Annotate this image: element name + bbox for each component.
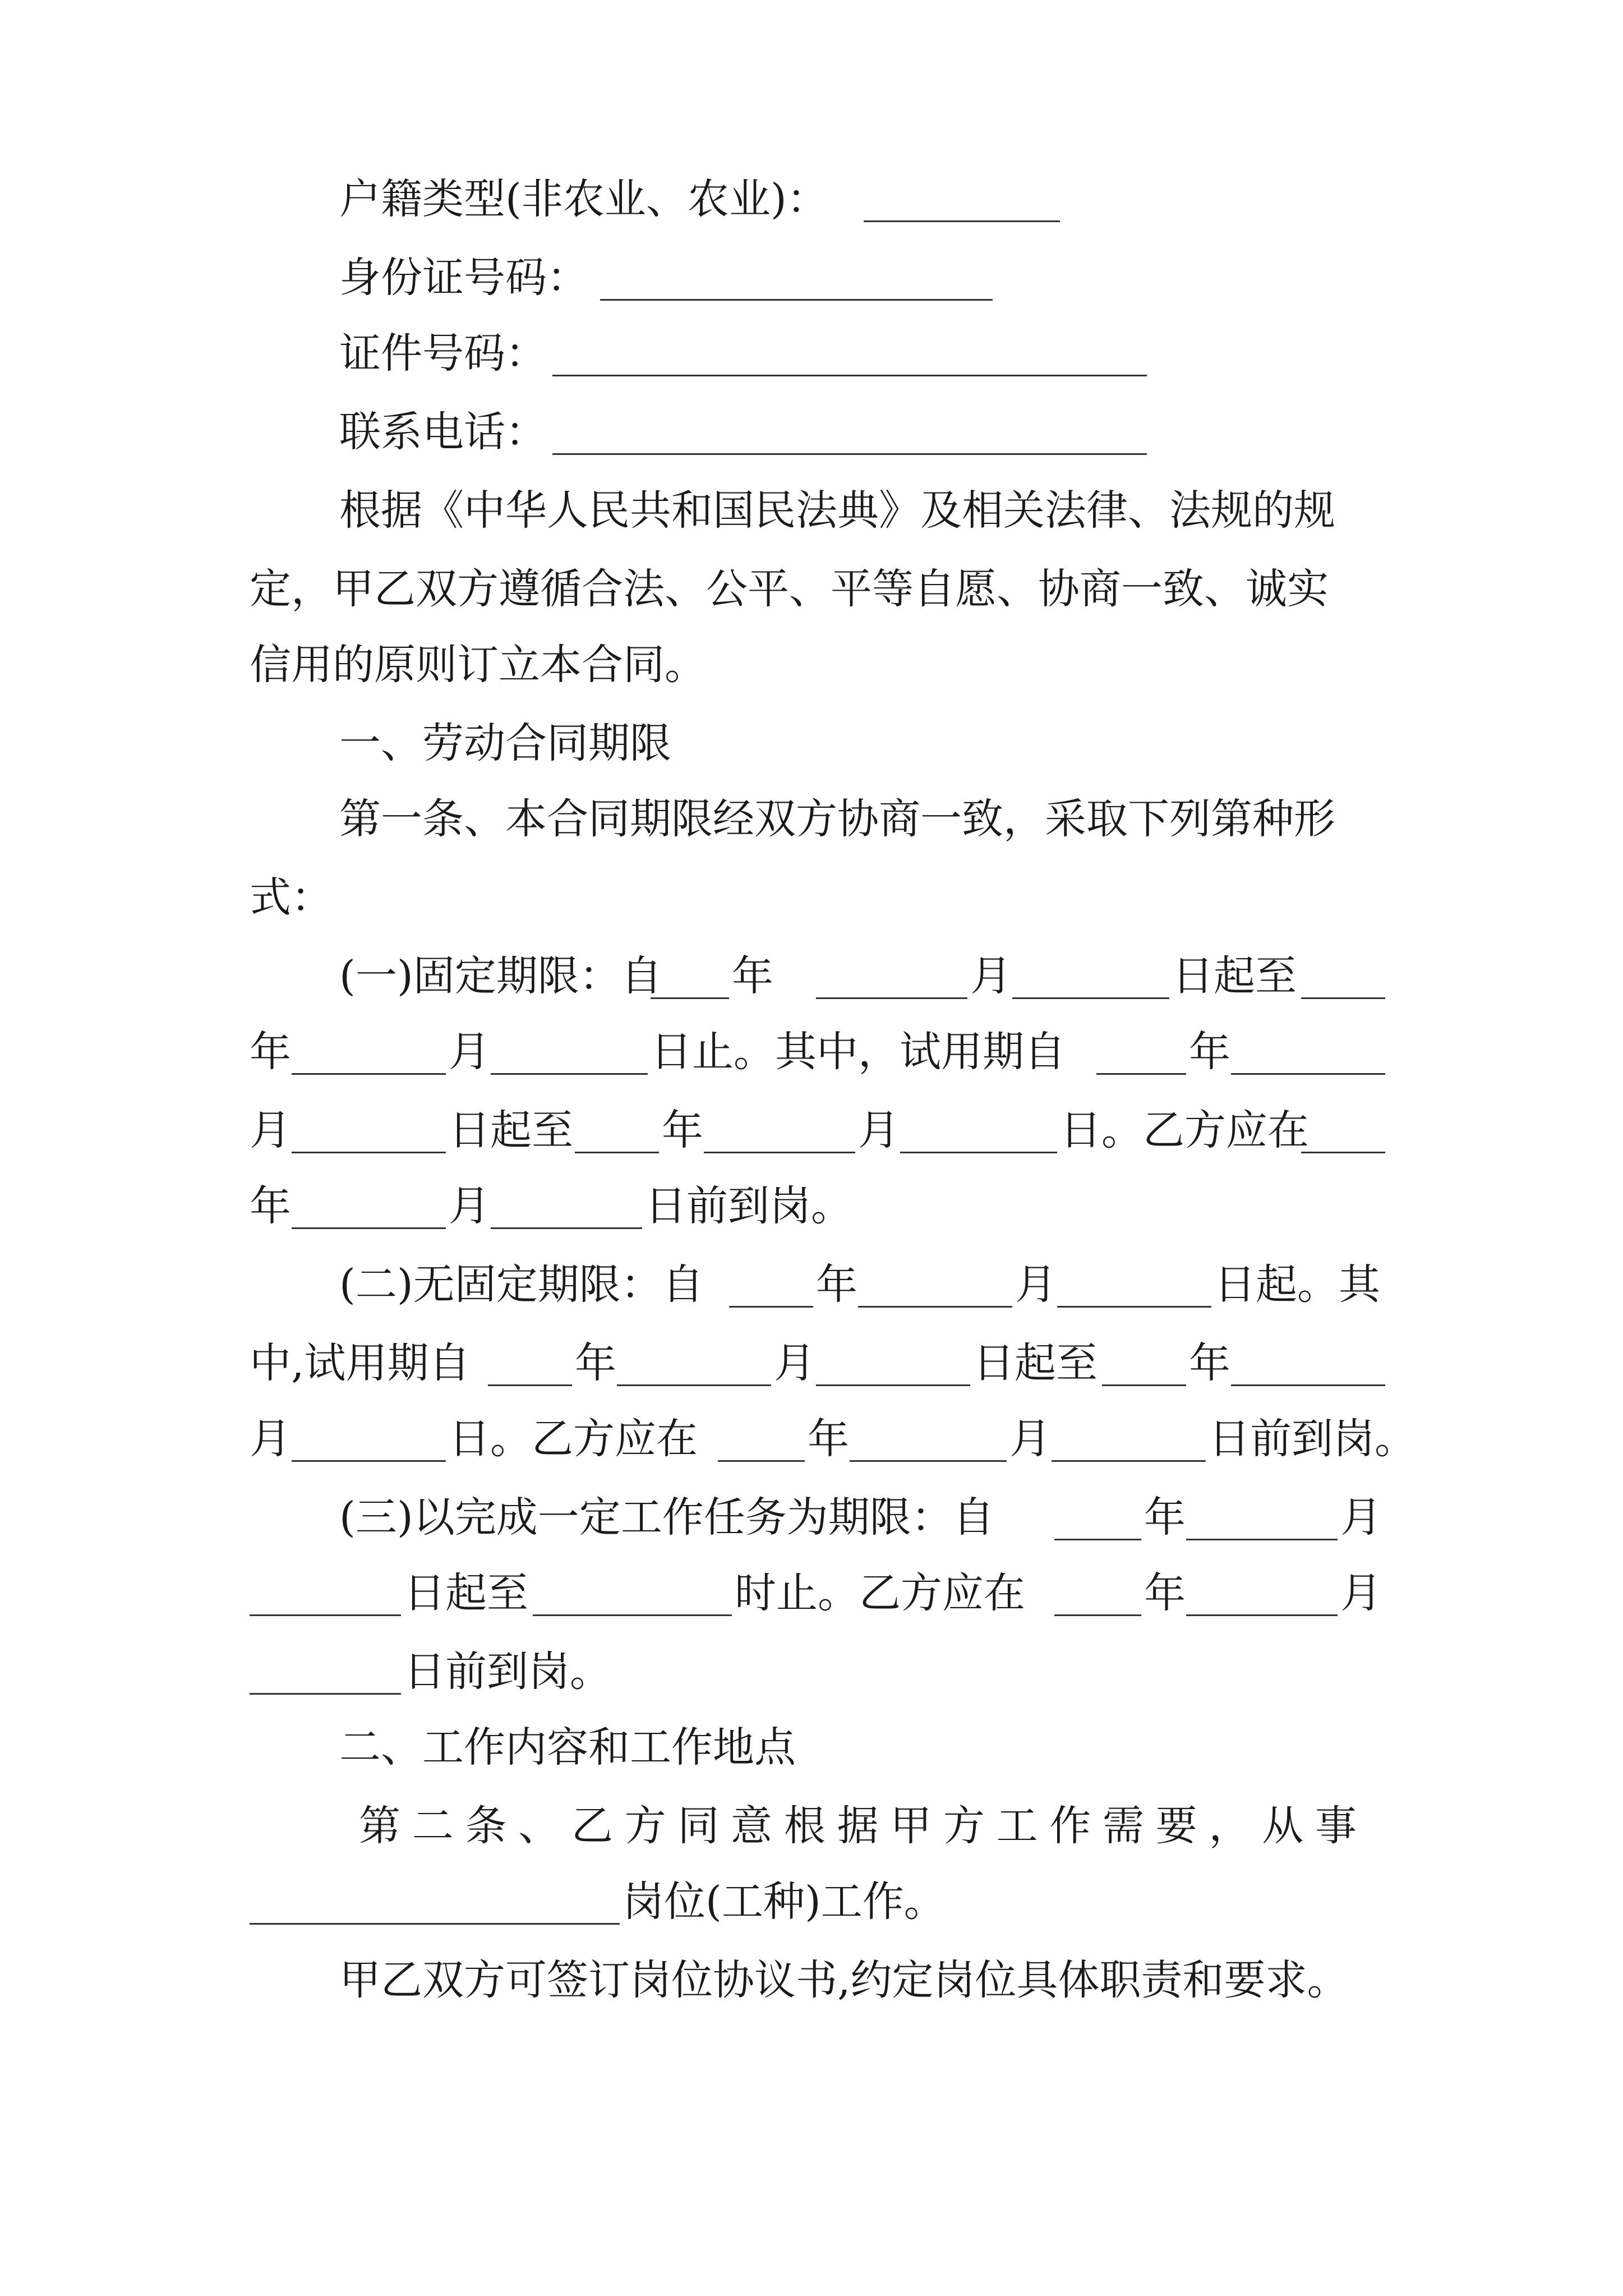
fill-in-blank[interactable] bbox=[1231, 1073, 1385, 1075]
fill-in-blank[interactable] bbox=[533, 1614, 732, 1616]
text-segment: 身份证号码： bbox=[339, 254, 588, 302]
text-segment: 月 bbox=[1340, 1569, 1382, 1617]
fill-in-blank[interactable] bbox=[1054, 1539, 1141, 1540]
text-segment: 根据《中华人民共和国民法典》及相关法律、法规的规 bbox=[339, 486, 1335, 535]
text-segment: 年 bbox=[816, 1260, 857, 1309]
text-segment: 第一条、本合同期限经双方协商一致，采取下列第种形 bbox=[339, 795, 1335, 843]
text-segment: 联系电话： bbox=[339, 408, 547, 456]
text-segment: 中,试用期自 bbox=[250, 1339, 471, 1387]
text-segment: (二)无固定期限：自 bbox=[339, 1260, 704, 1309]
text-segment: 日起至 bbox=[404, 1569, 528, 1617]
fill-in-blank[interactable] bbox=[1231, 1384, 1385, 1386]
fill-in-blank[interactable] bbox=[900, 1152, 1057, 1153]
fill-in-blank[interactable] bbox=[250, 1693, 401, 1695]
text-line bbox=[0, 1703, 1623, 1792]
text-segment: (一)固定期限：自 bbox=[339, 952, 662, 1000]
text-segment: 甲乙双方可签订岗位协议书,约定岗位具体职责和要求。 bbox=[339, 1956, 1349, 2004]
text-segment: 年 bbox=[1189, 1339, 1230, 1387]
fill-in-blank[interactable] bbox=[864, 220, 1060, 222]
text-line bbox=[0, 1007, 1623, 1097]
fill-in-blank[interactable] bbox=[816, 1384, 970, 1386]
fill-in-blank[interactable] bbox=[704, 1152, 855, 1153]
fill-in-blank[interactable] bbox=[292, 1152, 446, 1153]
text-segment: 一、劳动合同期限 bbox=[339, 719, 671, 767]
text-line bbox=[0, 620, 1623, 710]
fill-in-blank[interactable] bbox=[1057, 1306, 1211, 1308]
text-segment: 第二条、乙方同意根据甲方工作需要，从事 bbox=[359, 1802, 1368, 1850]
text-line bbox=[0, 774, 1623, 864]
fill-in-blank[interactable] bbox=[850, 1460, 1007, 1462]
fill-in-blank[interactable] bbox=[292, 1073, 446, 1075]
text-line bbox=[0, 1240, 1623, 1329]
fill-in-blank[interactable] bbox=[816, 997, 967, 999]
fill-in-blank[interactable] bbox=[1096, 1073, 1186, 1075]
text-line bbox=[0, 853, 1623, 942]
text-line bbox=[0, 1935, 1623, 2025]
text-segment: 证件号码： bbox=[339, 329, 547, 378]
fill-in-blank[interactable] bbox=[1186, 1614, 1338, 1616]
text-segment: 定，甲乙双方遵循合法、公平、平等自愿、协商一致、诚实 bbox=[250, 565, 1329, 613]
fill-in-blank[interactable] bbox=[552, 375, 1147, 376]
text-segment: 户籍类型(非农业、农业)： bbox=[339, 175, 828, 223]
fill-in-blank[interactable] bbox=[1102, 1384, 1186, 1386]
text-segment: 日起至 bbox=[449, 1106, 573, 1154]
text-segment: 月 bbox=[449, 1028, 490, 1076]
text-segment: 日前到岗。 bbox=[1209, 1415, 1416, 1463]
text-segment: 月 bbox=[250, 1106, 291, 1154]
text-segment: 年 bbox=[1189, 1028, 1230, 1076]
text-line bbox=[0, 1548, 1623, 1638]
fill-in-blank[interactable] bbox=[491, 1073, 648, 1075]
text-segment: 月 bbox=[1009, 1415, 1051, 1463]
text-segment: 年 bbox=[1144, 1493, 1186, 1542]
text-segment: 年 bbox=[808, 1415, 849, 1463]
fill-in-blank[interactable] bbox=[651, 997, 729, 999]
text-segment: 时止。乙方应在 bbox=[735, 1569, 1025, 1617]
text-line bbox=[0, 387, 1623, 477]
text-segment: 日起至 bbox=[973, 1339, 1098, 1387]
text-segment: 月 bbox=[250, 1415, 291, 1463]
text-segment: 日前到岗。 bbox=[645, 1182, 852, 1230]
text-segment: 月 bbox=[449, 1182, 490, 1230]
text-segment: 月 bbox=[970, 952, 1012, 1000]
text-segment: 日起。其 bbox=[1214, 1260, 1380, 1309]
text-segment: 月 bbox=[774, 1339, 815, 1387]
fill-in-blank[interactable] bbox=[1186, 1539, 1338, 1540]
text-segment: 年 bbox=[575, 1339, 616, 1387]
fill-in-blank[interactable] bbox=[858, 1306, 1012, 1308]
fill-in-blank[interactable] bbox=[491, 1227, 642, 1229]
text-segment: 日。乙方应在 bbox=[1060, 1106, 1309, 1154]
text-segment: 二、工作内容和工作地点 bbox=[339, 1723, 796, 1772]
text-segment: 年 bbox=[250, 1182, 291, 1230]
text-segment: 日起至 bbox=[1172, 952, 1297, 1000]
fill-in-blank[interactable] bbox=[729, 1306, 813, 1308]
text-segment: 年 bbox=[1144, 1569, 1186, 1617]
text-line bbox=[0, 1857, 1623, 1947]
text-segment: 月 bbox=[858, 1106, 900, 1154]
text-segment: 日前到岗。 bbox=[404, 1648, 611, 1696]
fill-in-blank[interactable] bbox=[1301, 997, 1385, 999]
fill-in-blank[interactable] bbox=[718, 1460, 805, 1462]
text-segment: (三)以完成一定工作任务为期限：自 bbox=[339, 1493, 994, 1542]
text-segment: 年 bbox=[662, 1106, 703, 1154]
text-segment: 月 bbox=[1340, 1493, 1382, 1542]
text-line bbox=[0, 466, 1623, 555]
fill-in-blank[interactable] bbox=[1301, 1152, 1385, 1153]
fill-in-blank[interactable] bbox=[575, 1152, 659, 1153]
text-segment: 日止。其中，试用期自 bbox=[651, 1028, 1066, 1076]
fill-in-blank[interactable] bbox=[1054, 1614, 1141, 1616]
fill-in-blank[interactable] bbox=[552, 453, 1147, 455]
text-line bbox=[0, 154, 1623, 244]
fill-in-blank[interactable] bbox=[250, 1923, 620, 1925]
text-segment: 年 bbox=[732, 952, 773, 1000]
text-line bbox=[0, 1394, 1623, 1484]
fill-in-blank[interactable] bbox=[600, 299, 993, 301]
fill-in-blank[interactable] bbox=[488, 1384, 572, 1386]
text-line bbox=[0, 309, 1623, 398]
fill-in-blank[interactable] bbox=[1012, 997, 1169, 999]
fill-in-blank[interactable] bbox=[1052, 1460, 1206, 1462]
fill-in-blank[interactable] bbox=[250, 1614, 401, 1616]
fill-in-blank[interactable] bbox=[617, 1384, 771, 1386]
text-segment: 信用的原则订立本合同。 bbox=[250, 641, 706, 689]
text-segment: 月 bbox=[1015, 1260, 1057, 1309]
text-segment: 式： bbox=[250, 873, 333, 922]
text-segment: 日。乙方应在 bbox=[449, 1415, 698, 1463]
text-segment: 年 bbox=[250, 1028, 291, 1076]
text-line bbox=[0, 1161, 1623, 1251]
text-segment: 岗位(工种)工作。 bbox=[623, 1878, 946, 1926]
fill-in-blank[interactable] bbox=[292, 1460, 446, 1462]
fill-in-blank[interactable] bbox=[292, 1227, 446, 1229]
